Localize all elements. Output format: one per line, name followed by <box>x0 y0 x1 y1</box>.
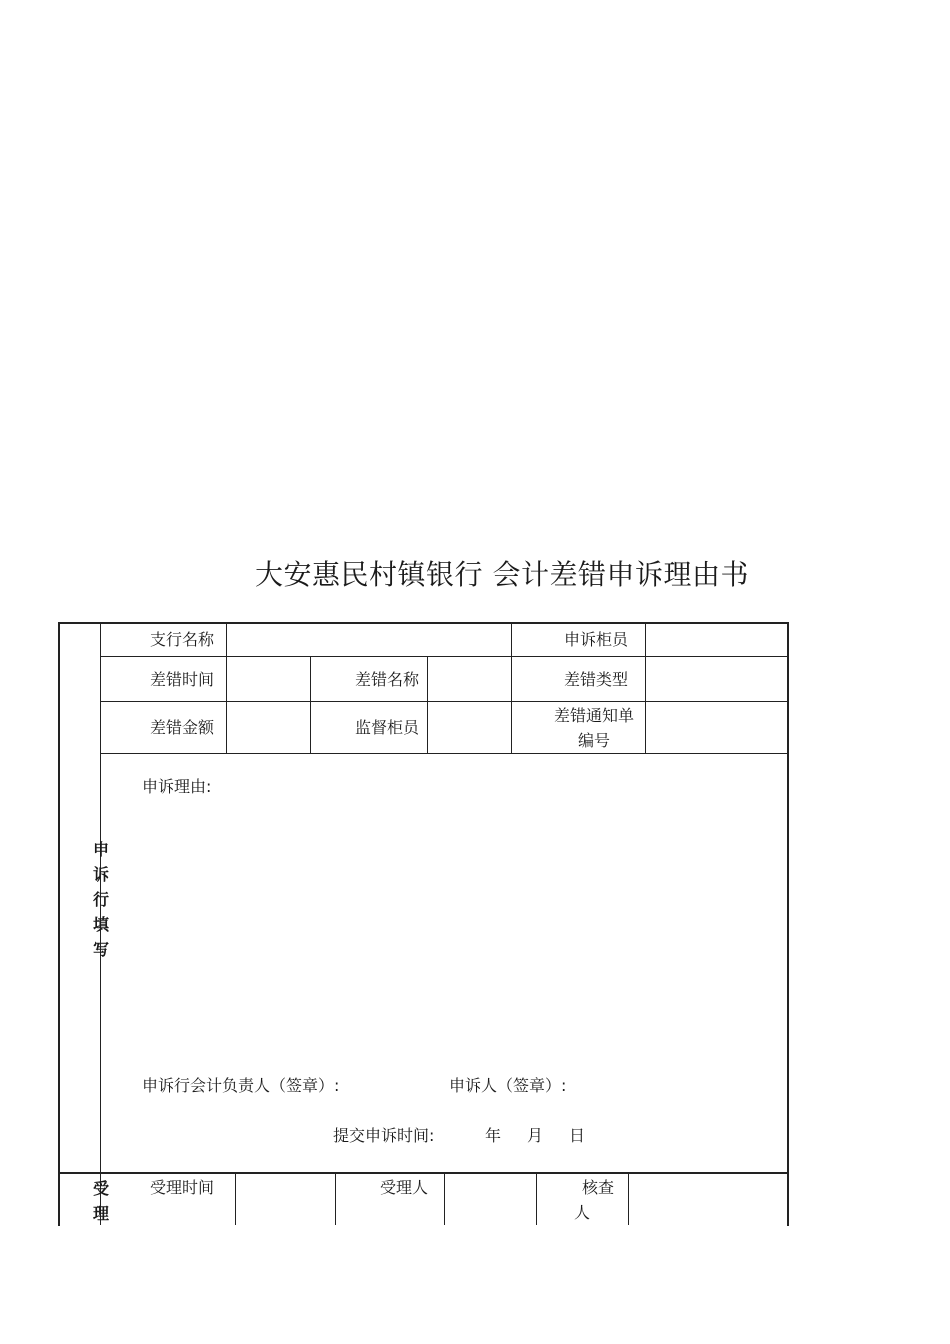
appeal-teller-label: 申诉柜员 <box>563 630 628 649</box>
accounting-head-signature-label: 申诉行会计负责人（签章）: <box>142 1076 340 1095</box>
row-divider-2 <box>100 701 788 702</box>
outer-left-border <box>58 622 60 1226</box>
row1-v1 <box>226 624 227 753</box>
row2-v2 <box>427 656 428 753</box>
submit-time-label: 提交申诉时间: <box>333 1126 435 1145</box>
document-title: 大安惠民村镇银行 会计差错申诉理由书 <box>255 558 749 591</box>
appeal-label-char-4: 填 <box>92 915 109 934</box>
error-amount-label: 差错金额 <box>149 718 214 737</box>
date-year-label: 年 <box>485 1126 502 1145</box>
row1-v2 <box>511 624 512 753</box>
date-month-label: 月 <box>527 1126 544 1145</box>
date-day-label: 日 <box>569 1126 586 1145</box>
accept-v5 <box>628 1174 629 1225</box>
acceptance-label-char-1: 受 <box>92 1179 109 1198</box>
accept-v3 <box>444 1174 445 1225</box>
row2-v1 <box>310 656 311 753</box>
outer-top-border <box>58 622 789 624</box>
acceptor-label: 受理人 <box>380 1178 429 1197</box>
error-notice-number-label-line2: 编号 <box>577 731 610 750</box>
accept-v1 <box>235 1174 236 1225</box>
section-separator <box>60 1172 789 1174</box>
supervising-teller-label: 监督柜员 <box>354 718 419 737</box>
accept-v2 <box>335 1174 336 1225</box>
acceptance-section-label <box>89 1176 113 1226</box>
acceptance-time-label: 受理时间 <box>150 1178 215 1197</box>
appeal-reason-label: 申诉理由: <box>142 777 212 796</box>
appeal-label-char-1: 申 <box>92 840 109 859</box>
reviewer-label-line2: 人 <box>574 1203 591 1222</box>
branch-name-label: 支行名称 <box>149 630 214 649</box>
appeal-label-char-5: 写 <box>92 940 109 959</box>
error-name-label: 差错名称 <box>354 670 419 689</box>
acceptance-label-char-2: 理 <box>92 1204 109 1223</box>
accept-v4 <box>536 1174 537 1225</box>
error-notice-number-label-line1: 差错通知单 <box>553 706 634 725</box>
error-time-label: 差错时间 <box>149 670 214 689</box>
row-divider-1 <box>100 656 788 657</box>
appeal-section-label <box>89 837 113 962</box>
appeal-label-char-2: 诉 <box>92 865 109 884</box>
reviewer-label-line1: 核查 <box>582 1178 615 1197</box>
appeal-label-char-3: 行 <box>92 890 109 909</box>
outer-right-border <box>787 622 789 1226</box>
row-divider-3 <box>100 753 788 754</box>
error-type-label: 差错类型 <box>563 670 628 689</box>
appellant-signature-label: 申诉人（签章）: <box>449 1076 567 1095</box>
